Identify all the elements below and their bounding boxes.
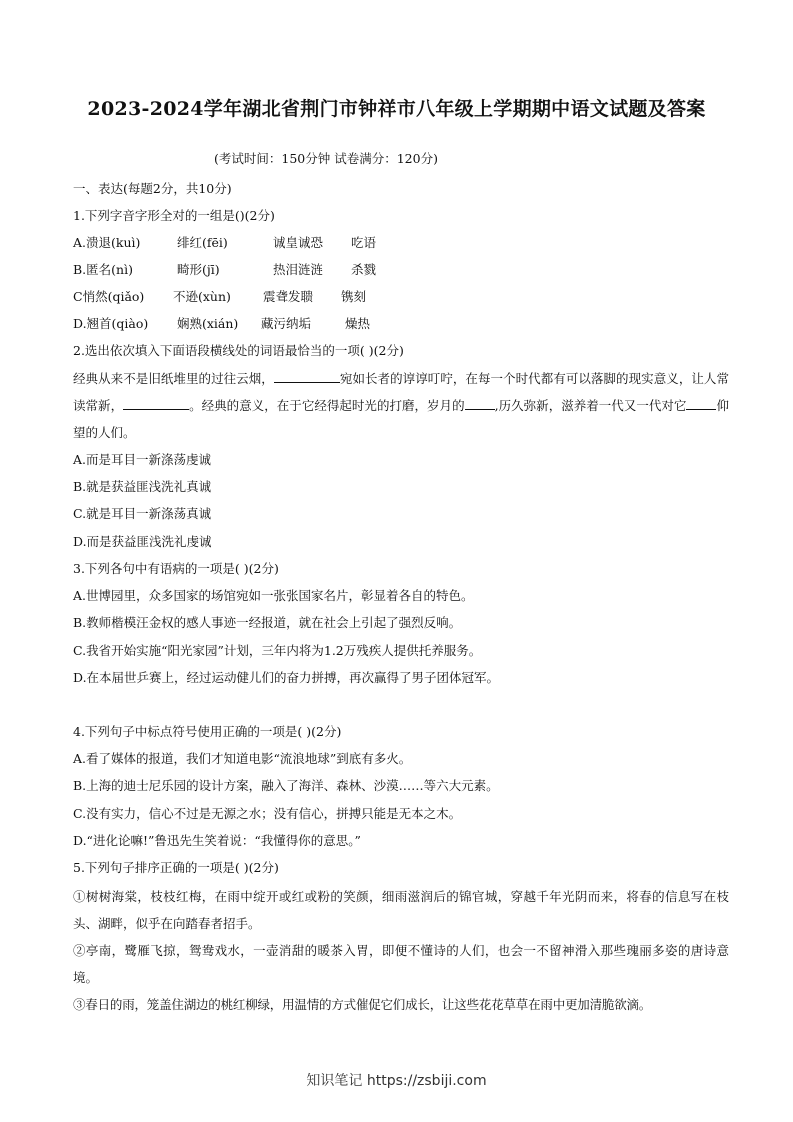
- question-2-option-c: C.就是耳目一新涤荡真诚: [73, 506, 212, 521]
- fill-blank: [274, 370, 340, 383]
- question-3-stem: 3.下列各句中有语病的一项是( )(2分): [73, 561, 279, 576]
- question-4-stem: 4.下列句子中标点符号使用正确的一项是( )(2分): [73, 724, 342, 739]
- question-4-option-b: B.上海的迪士尼乐园的设计方案，融入了海洋、森林、沙漠……等六大元素。: [73, 778, 499, 793]
- question-3-option-c: C.我省开始实施“阳光家园”计划，三年内将为1.2万残疾人提供托养服务。: [73, 643, 482, 658]
- question-5-sentence-3: ③春日的雨，笼盖住湖边的桃红柳绿，用温情的方式催促它们成长，让这些花花草草在雨中更加清脆欲滴。: [73, 997, 652, 1012]
- section-heading: 一、表达(每题2分，共10分): [73, 181, 232, 196]
- exam-info: (考试时间：150分钟 试卷满分：120分): [214, 151, 438, 166]
- question-5-stem: 5.下列句子排序正确的一项是( )(2分): [73, 860, 279, 875]
- question-5-sentence-1: ①树树海棠，枝枝红梅，在雨中绽开或红或粉的笑颜，细雨滋润后的锦官城，穿越千年光阴而来，将春的信息写在枝头、湖畔，似乎在向踏春者招手。: [73, 889, 729, 931]
- footer-watermark: 知识笔记 https://zsbiji.com: [306, 1073, 487, 1089]
- question-1-option-a: A.溃退(kuì) 绯红(fēi) 诚皇诚恐 吃语: [73, 235, 377, 250]
- question-5-sentence-2: ②亭南，鹭雁飞掠，鸳鸯戏水，一壶消甜的暖茶入胃，即便不懂诗的人们，也会一不留神滑入那些瑰丽多姿的唐诗意境。: [73, 943, 729, 985]
- fill-blank: [686, 397, 716, 410]
- question-2-option-a: A.而是耳目一新涤荡虔诚: [73, 452, 212, 467]
- page-title: 2023-2024学年湖北省荆门市钟祥市八年级上学期期中语文试题及答案: [87, 98, 706, 120]
- question-3-option-b: B.教师楷模汪金权的感人事迹一经报道，就在社会上引起了强烈反响。: [73, 615, 462, 630]
- question-4-option-c: C.没有实力，信心不过是无源之水；没有信心，拼搏只能是无本之木。: [73, 806, 462, 821]
- question-2-option-b: B.就是获益匪浅洗礼真诚: [73, 479, 212, 494]
- question-3-option-a: A.世博园里，众多国家的场馆宛如一张张国家名片，彰显着各自的特色。: [73, 588, 474, 603]
- question-1-stem: 1.下列字音字形全对的一组是()(2分): [73, 208, 275, 223]
- question-2-option-d: D.而是获益匪浅洗礼虔诚: [73, 534, 212, 549]
- question-1-option-b: B.匿名(nì) 畸形(jī) 热泪涟涟 杀戮: [73, 262, 377, 277]
- question-3-option-d: D.在本届世乒赛上，经过运动健儿们的奋力拼搏，再次赢得了男子团体冠军。: [73, 670, 500, 685]
- question-2-stem: 2.选出依次填入下面语段横线处的词语最恰当的一项( )(2分): [73, 343, 404, 358]
- fill-blank: [465, 397, 495, 410]
- question-4-option-a: A.看了媒体的报道，我们才知道电影“流浪地球”到底有多火。: [73, 751, 412, 766]
- fill-blank: [123, 397, 189, 410]
- question-4-option-d: D.“进化论嘛!”鲁迅先生笑着说：“我懂得你的意思。”: [73, 833, 361, 848]
- question-1-option-c: C悄然(qiǎo) 不逊(xùn) 震聋发聩 镌刻: [73, 289, 367, 304]
- question-2-passage: 经典从来不是旧纸堆里的过往云烟， 宛如长者的谆谆叮咛，在每一个时代都有可以落脚的现实意义，让人常读常新， 。经典的意义，在于它经得起时光的打磨，岁月的 ,历久弥新，滋养着一代又一代对它 仰望的人们。: [73, 371, 729, 440]
- question-1-option-d: D.翘首(qiào) 娴熟(xián) 藏污纳垢 燥热: [73, 316, 371, 331]
